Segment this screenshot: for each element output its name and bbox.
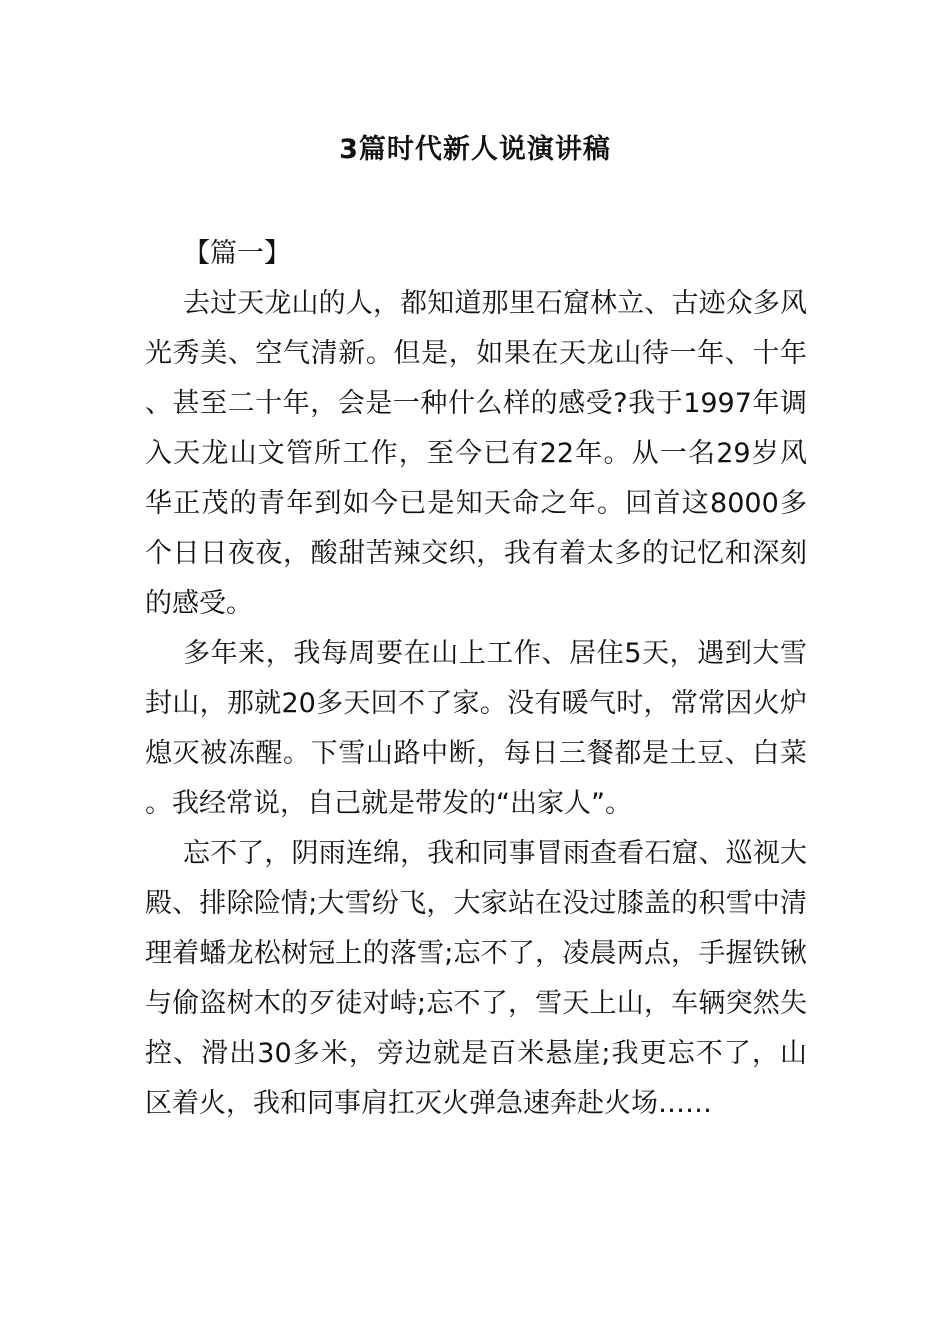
paragraph-3: 忘不了，阴雨连绵，我和同事冒雨查看石窟、巡视大殿、排除险情;大雪纷飞，大家站在没过膝盖的积雪中清理着蟠龙松树冠上的落雪;忘不了，凌晨两点，手握铁锹与偷盗树木的歹徒对峙;忘不了，雪天上山，车辆突然失控、滑出30多米，旁边就是百米悬崖;我更忘不了，山区着火，我和同事肩扛灭火弹急速奔赴火场……: [145, 838, 807, 1119]
paragraph-2: 多年来，我每周要在山上工作、居住5天，遇到大雪封山，那就20多天回不了家。没有暖气时，常常因火炉熄灭被冻醒。下雪山路中断，每日三餐都是土豆、白菜。我经常说，自己就是带发的“出家人”。: [145, 638, 807, 819]
document-body: [145, 229, 807, 1129]
document-title: 3篇时代新人说演讲稿: [339, 134, 611, 165]
paragraph-1: 去过天龙山的人，都知道那里石窟林立、古迹众多风光秀美、空气清新。但是，如果在天龙山待一年、十年、甚至二十年，会是一种什么样的感受?我于1997年调入天龙山文管所工作，至今已有22年。从一名29岁风华正茂的青年到如今已是知天命之年。回首这8000多个日日夜夜，酸甜苦辣交织，我有着太多的记忆和深刻的感受。: [145, 288, 807, 619]
section-heading: 【篇一】: [183, 238, 291, 269]
